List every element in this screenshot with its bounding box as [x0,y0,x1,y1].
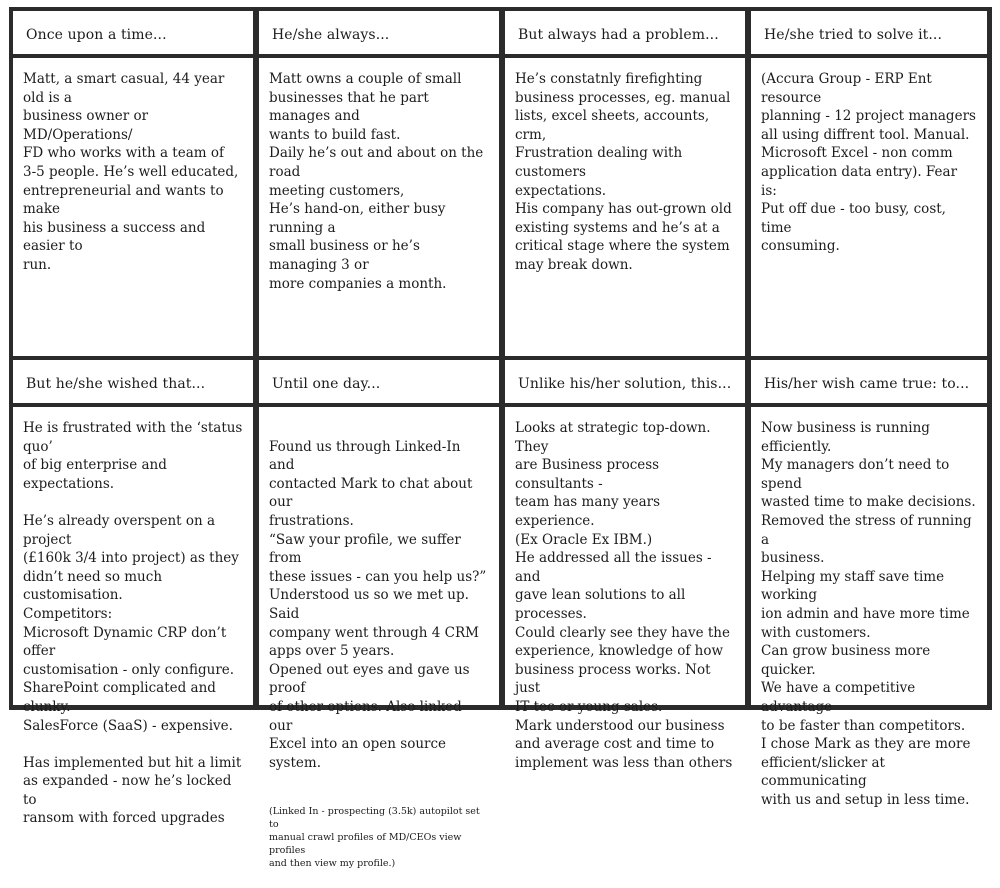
panel-6-body [259,407,499,869]
panel-7-body: Looks at strategic top-down. They are Business process consultants - team has many years experience. (Ex Oracle Ex IBM.) He addressed all the issues - and gave lean solutions to all processes. Could clearly see they have the experience, knowledge of how business process works. Not just IT tec or young sales. Mark understood our business and average cost and time to implement was less than others [505,407,745,705]
panel-6-text: Found us through Linked-In and contacted Mark to chat about our frustrations. “Saw your profile, we suffer from these issues - can you help us?” Understood us so we met up. Said company went through 4 CRM apps over 5 years. Opened out eyes and gave us proof of other options. Also linked our Excel into an open source system. [269,438,487,771]
panel-8-heading: His/her wish came true: to... [751,360,987,403]
panel-3-body: He’s constatnly firefighting business processes, eg. manual lists, excel sheets, accounts, crm, Frustration dealing with customers expectations. His company has out-grown old existing systems and he’s at a critical stage where the system may break down. [505,58,745,356]
panel-6-heading: Until one day... [259,360,499,403]
panel-1-heading: Once upon a time... [13,11,253,54]
panel-3-heading: But always had a problem... [505,11,745,54]
panel-8-body: Now business is running efficiently. My managers don’t need to spend wasted time to make decisions. Removed the stress of running a business. Helping my staff save time working ion admin and have more time with customers. Can grow business more quicker. We have a competitive advantage to be faster than competitors. I chose Mark as they are more efficient/slicker at communicating with us and setup in less time. [751,407,987,705]
panel-5-body: He is frustrated with the ‘status quo’ of big enterprise and expectations. He’s already overspent on a project (£160k 3/4 into project) as they didn’t need so much customisation. Competitors: Microsoft Dynamic CRP don’t offer customisation - only configure. SharePoint complicated and clunky. SalesForce (SaaS) - expensive. Has implemented but hit a limit as expanded - now he’s locked to ransom with forced upgrades [13,407,253,705]
panel-4-body: (Accura Group - ERP Ent resource planning - 12 project managers all using diffrent tool. Manual. Microsoft Excel - non comm application data entry). Fear is: Put off due - too busy, cost, time consuming. [751,58,987,356]
panel-2-heading: He/she always... [259,11,499,54]
storyboard-grid [9,7,992,869]
panel-5-heading: But he/she wished that... [13,360,253,403]
panel-1-body: Matt, a smart casual, 44 year old is a business owner or MD/Operations/ FD who works with a team of 3-5 people. He’s well educated, entrepreneurial and wants to make his business a success and easier to run. [13,58,253,356]
panel-7-heading: Unlike his/her solution, this... [505,360,745,403]
panel-4-heading: He/she tried to solve it... [751,11,987,54]
panel-2-body: Matt owns a couple of small businesses that he part manages and wants to build fast. Daily he’s out and about on the road meeting customers, He’s hand-on, either busy running a small business or he’s managing 3 or more companies a month. [259,58,499,356]
panel-6-footnote: (Linked In - prospecting (3.5k) autopilot set to manual crawl profiles of MD/CEOs view profiles and then view my profile.) [269,805,480,869]
